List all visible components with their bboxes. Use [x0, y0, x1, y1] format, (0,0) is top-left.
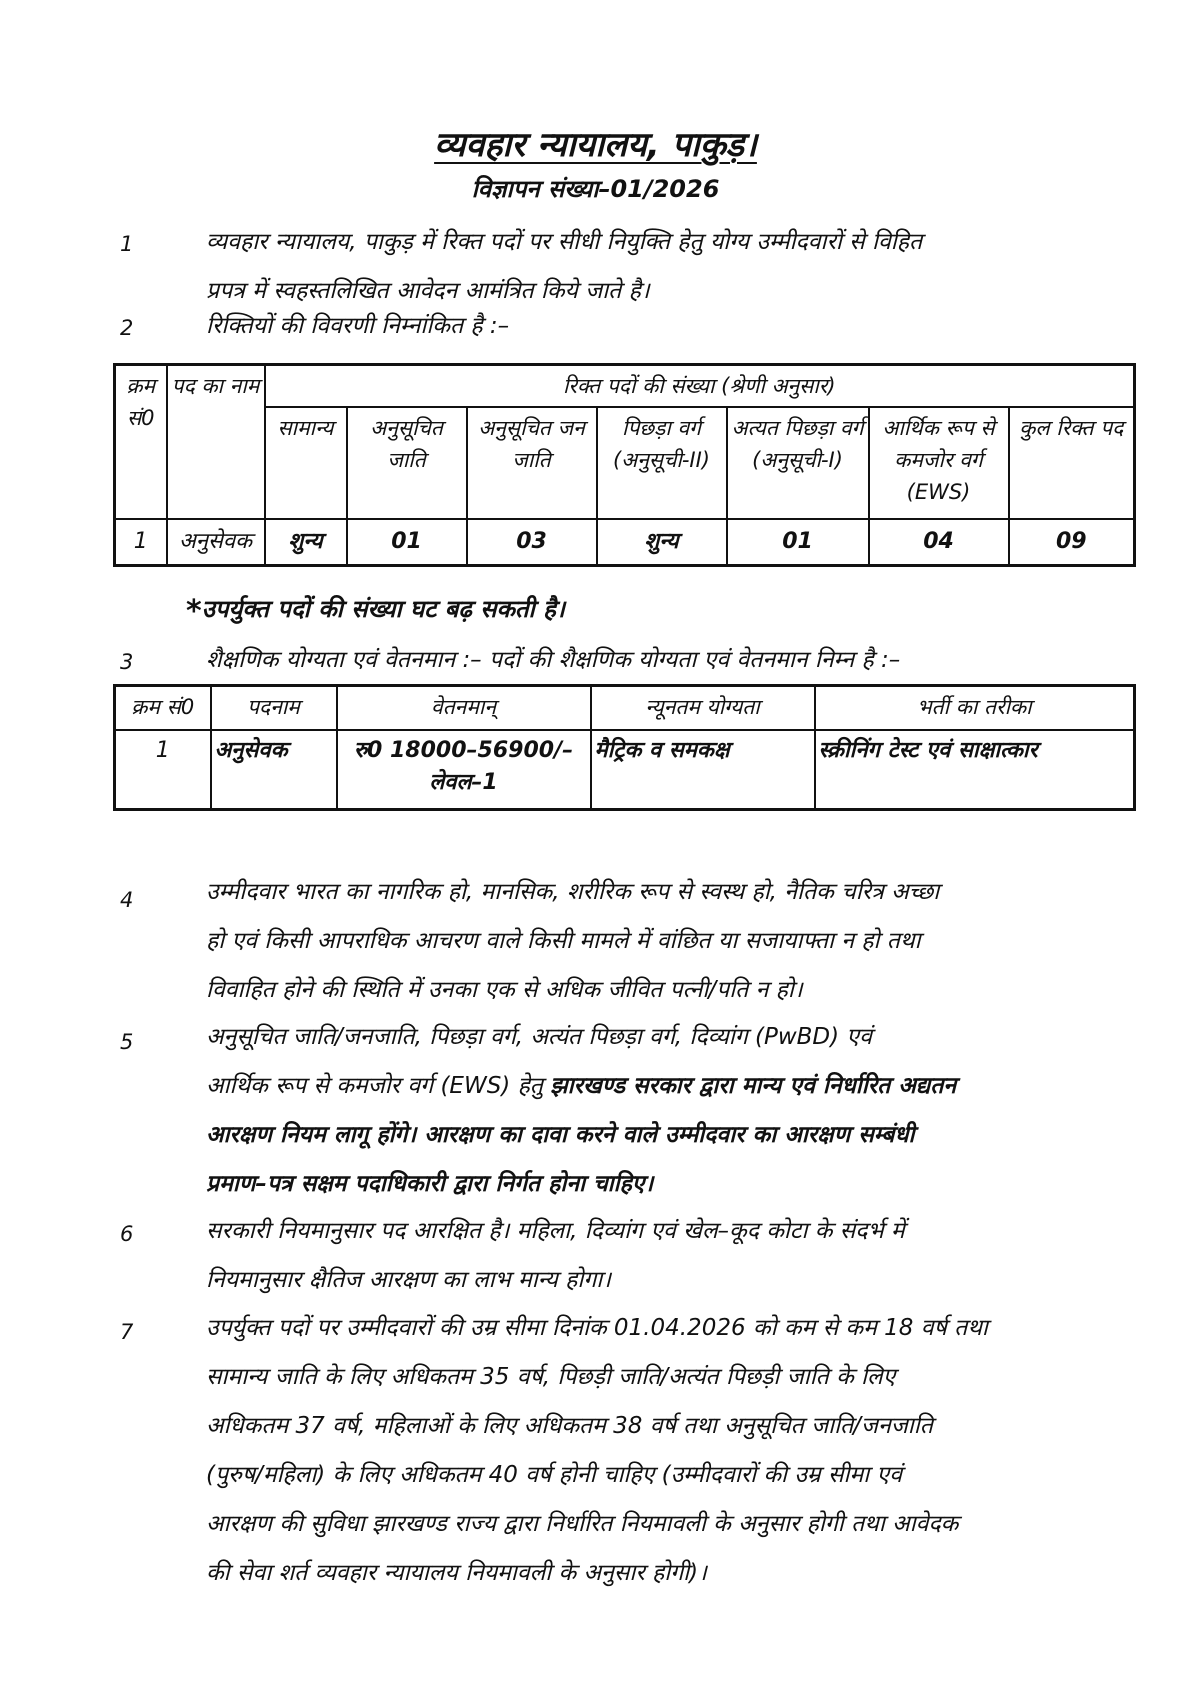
note-text: उपर्युक्त पदों की संख्या घट बढ़ सकती है।: [201, 595, 565, 623]
bold-text: आरक्षण नियम लागू होंगे। आरक्षण का दावा करने वाले उम्मीदवार का आरक्षण सम्बंधी: [206, 1122, 915, 1148]
cell-value: 09: [1009, 519, 1135, 565]
cell-serial: 1: [115, 730, 211, 810]
text-line: विवाहित होने की स्थिति में उनका एक से अधिक जीवित पत्नी/पति न हो।: [206, 977, 803, 1003]
cell-value: 04: [869, 519, 1009, 565]
text-line: [206, 1160, 1132, 1209]
header-recruitment-method: भर्ती का तरीका: [815, 686, 1135, 730]
text-line: प्रपत्र में स्वहस्तलिखित आवेदन आमंत्रित किये जाते है।: [206, 278, 650, 304]
cell-serial: 1: [115, 519, 167, 565]
text-line: की सेवा शर्त व्यवहार न्यायालय नियमावली के अनुसार होगी)।: [206, 1560, 707, 1586]
cell-value: 01: [727, 519, 869, 565]
section-number-7: 7: [120, 1320, 134, 1344]
section-3-text: शैक्षणिक योग्यता एवं वेतनमान :– पदों की शैक्षणिक योग्यता एवं वेतनमान निम्न है :–: [206, 647, 901, 673]
header-pay-scale: वेतनमान्: [337, 686, 591, 730]
header-category: अनुसूचित जन जाति: [467, 407, 597, 519]
cell-method: स्क्रीनिंग टेस्ट एवं साक्षात्कार: [815, 730, 1135, 810]
vacancy-note: [186, 592, 565, 629]
text-line: [206, 1062, 1132, 1111]
bold-text: झारखण्ड सरकार द्वारा मान्य एवं निर्धारित अद्यतन: [550, 1073, 957, 1099]
pay-line: रु0 18000–56900/–: [353, 737, 574, 763]
section-7-text: [206, 1304, 1132, 1598]
cell-value: 01: [347, 519, 467, 565]
text-line: व्यवहार न्यायालय, पाकुड़ में रिक्त पदों पर सीधी नियुक्ति हेतु योग्य उम्मीदवारों से विहित: [206, 229, 923, 255]
qualification-table: [113, 684, 1136, 811]
header-serial: क्रम सं0: [115, 365, 167, 520]
bold-text: प्रमाण–पत्र सक्षम पदाधिकारी द्वारा निर्गत होना चाहिए।: [206, 1171, 654, 1197]
text-line: अनुसूचित जाति/जनजाति, पिछड़ा वर्ग, अत्यंत पिछड़ा वर्ग, दिव्यांग (PwBD) एवं: [206, 1024, 872, 1050]
advertisement-number: विज्ञापन संख्या–01/2026: [471, 175, 720, 203]
header-serial: क्रम सं0: [115, 686, 211, 730]
cell-value: शुन्य: [597, 519, 727, 565]
header-vacancy-group: रिक्त पदों की संख्या (श्रेणी अनुसार): [265, 365, 1135, 408]
text-line: अधिकतम 37 वर्ष, महिलाओं के लिए अधिकतम 38 वर्ष तथा अनुसूचित जाति/जनजाति: [206, 1413, 933, 1439]
text-line: आरक्षण की सुविधा झारखण्ड राज्य द्वारा निर्धारित नियमावली के अनुसार होगी तथा आवेदक: [206, 1511, 959, 1537]
text-line: (पुरुष/महिला) के लिए अधिकतम 40 वर्ष होनी चाहिए (उम्मीदवारों की उम्र सीमा एवं: [206, 1462, 903, 1488]
vacancy-table: [113, 363, 1136, 567]
cell-post: अनुसेवक: [211, 730, 337, 810]
text-line: नियमानुसार क्षैतिज आरक्षण का लाभ मान्य होगा।: [206, 1267, 611, 1293]
section-5-text: [206, 1013, 1132, 1209]
section-4-text: [206, 868, 1132, 1015]
cell-value: शुन्य: [265, 519, 347, 565]
section-number-2: 2: [120, 316, 134, 340]
header-category: अत्यत पिछड़ा वर्ग (अनुसूची-I): [727, 407, 869, 519]
header-category: अनुसूचित जाति: [347, 407, 467, 519]
section-number-4: 4: [120, 888, 134, 912]
header-category: कुल रिक्त पद: [1009, 407, 1135, 519]
header-category: पिछड़ा वर्ग (अनुसूची-II): [597, 407, 727, 519]
header-min-qualification: न्यूनतम योग्यता: [591, 686, 815, 730]
section-number-5: 5: [120, 1030, 134, 1054]
cell-qualification: मैट्रिक व समकक्ष: [591, 730, 815, 810]
text-line: [206, 1111, 1132, 1160]
text-span: आर्थिक रूप से कमजोर वर्ग (EWS) हेतु: [206, 1073, 543, 1099]
header-post: पदनाम: [211, 686, 337, 730]
section-number-3: 3: [120, 650, 134, 674]
header-category: सामान्य: [265, 407, 347, 519]
court-title: व्यवहार न्यायालय, पाकुड़।: [434, 125, 757, 165]
text-line: उपर्युक्त पदों पर उम्मीदवारों की उम्र सीमा दिनांक 01.04.2026 को कम से कम 18 वर्ष तथा: [206, 1315, 988, 1341]
text-line: हो एवं किसी आपराधिक आचरण वाले किसी मामले में वांछित या सजायाफ्ता न हो तथा: [206, 928, 921, 954]
cell-post: अनुसेवक: [167, 519, 265, 565]
cell-pay-scale: [337, 730, 591, 810]
header-post-name: पद का नाम: [167, 365, 265, 520]
text-line: उम्मीदवार भारत का नागरिक हो, मानसिक, शरीरिक रूप से स्वस्थ हो, नैतिक चरित्र अच्छा: [206, 879, 940, 905]
cell-value: 03: [467, 519, 597, 565]
section-number-1: 1: [120, 232, 134, 256]
asterisk: *: [186, 594, 202, 629]
section-2-text: रिक्तियों की विवरणी निम्नांकित है :–: [206, 313, 510, 339]
section-number-6: 6: [120, 1222, 134, 1246]
header-category: आर्थिक रूप से कमजोर वर्ग (EWS): [869, 407, 1009, 519]
section-6-text: [206, 1207, 1132, 1305]
text-line: सरकारी नियमानुसार पद आरक्षित है। महिला, दिव्यांग एवं खेल–कूद कोटा के संदर्भ में: [206, 1218, 905, 1244]
text-line: सामान्य जाति के लिए अधिकतम 35 वर्ष, पिछड़ी जाति/अत्यंत पिछड़ी जाति के लिए: [206, 1364, 896, 1390]
pay-level: लेवल–1: [429, 769, 498, 795]
